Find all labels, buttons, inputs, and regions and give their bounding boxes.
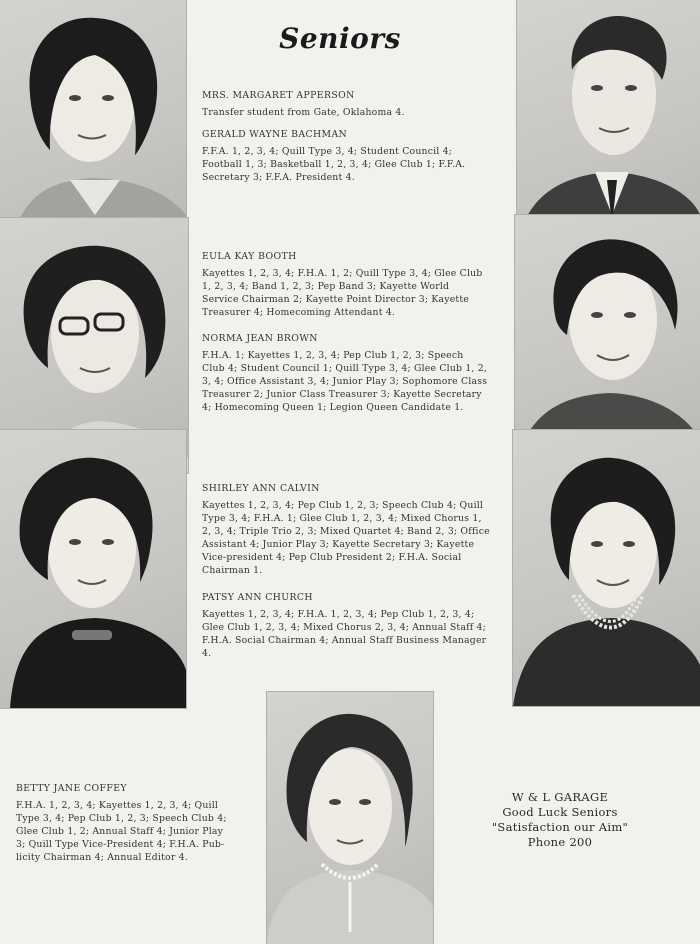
student-name: SHIRLEY ANN CALVIN [202,483,320,494]
student-name: EULA KAY BOOTH [202,251,297,262]
student-entry-apperson [202,89,492,119]
page-title: Seniors [279,22,401,55]
portrait-photo-apperson [0,0,186,250]
student-activities: Transfer student from Gate, Oklahoma 4. [202,107,405,118]
ad-business-name: W & L GARAGE [511,790,609,804]
student-activities: F.H.A. 1; Kayettes 1, 2, 3, 4; Pep Club 1, 2, 3; Speech Club 4; Student Council 1; Quill Type 3, 4; Glee Club 1, 2, 3, 4; Office Assistant 3, 4; Junior Play 3; Sophomore Class Treasurer 2; Junior Class Treasurer 3; Kayette Secretary 4; Homecoming Queen 1; Legion Queen Candidate 1. [202,350,488,413]
student-activities: F.F.A. 1, 2, 3, 4; Quill Type 3, 4; Student Council 4; Football 1, 3; Basketball 1, 2, 3, 4; Glee Club 1; F.F.A. Secretary 3; F.F.A. President 4. [202,146,466,183]
garage-advertisement [470,790,650,850]
portrait-photo-calvin [0,430,186,708]
student-name: NORMA JEAN BROWN [202,333,318,344]
ad-slogan: "Satisfaction our Aim" [491,820,629,834]
student-entry-bachman [202,128,478,184]
student-name: GERALD WAYNE BACHMAN [202,129,348,140]
portrait-photo-coffey [267,692,433,944]
student-activities: Kayettes 1, 2, 3, 4; Pep Club 1, 2, 3; Speech Club 4; Quill Type 3, 4; F.H.A. 1; Glee Club 1, 2, 3, 4; Mixed Chorus 1, 2, 3, 4; Triple Trio 2, 3; Mixed Quartet 4; Band 2, 3; Office Assistant 4; Junior Play 3; Kayette Secretary 3; Kayette Vice-president 4; Pep Club President 2; F.H.A. Social Chairman 1. [202,500,490,576]
student-activities: Kayettes 1, 2, 3, 4; F.H.A. 1, 2, 3, 4; Pep Club 1, 2, 3, 4; Glee Club 1, 2, 3, 4; Mixed Chorus 2, 3, 4; Annual Staff 4; F.H.A. Social Chairman 4; Annual Staff Business Manager 4. [202,609,487,659]
student-name: PATSY ANN CHURCH [202,592,313,603]
student-entry-church [202,591,490,660]
student-entry-coffey [16,782,234,864]
student-activities: F.H.A. 1, 2, 3, 4; Kayettes 1, 2, 3, 4; Quill Type 3, 4; Pep Club 1, 2, 3; Speech Club 4; Glee Club 1, 2; Annual Staff 4; Junior Play 3; Quill Type Vice-President 4; F.H.A. Publicity Chairman 4; Annual Editor 4. [16,800,227,863]
ad-greeting: Good Luck Seniors [502,805,618,819]
ad-phone: Phone 200 [527,835,593,849]
student-entry-calvin [202,482,492,577]
student-name: BETTY JANE COFFEY [16,783,127,794]
student-entry-brown [202,332,488,414]
student-activities: Kayettes 1, 2, 3, 4; F.H.A. 1, 2; Quill Type 3, 4; Glee Club 1, 2, 3, 4; Band 1, 2, 3; Pep Band 3; Kayette World Service Chairman 2; Kayette Point Director 3; Kayette Treasurer 4; Homecoming Attendant 4. [202,268,483,318]
student-entry-booth [202,250,484,319]
student-name: MRS. MARGARET APPERSON [202,90,355,101]
portrait-photo-church [513,430,700,706]
